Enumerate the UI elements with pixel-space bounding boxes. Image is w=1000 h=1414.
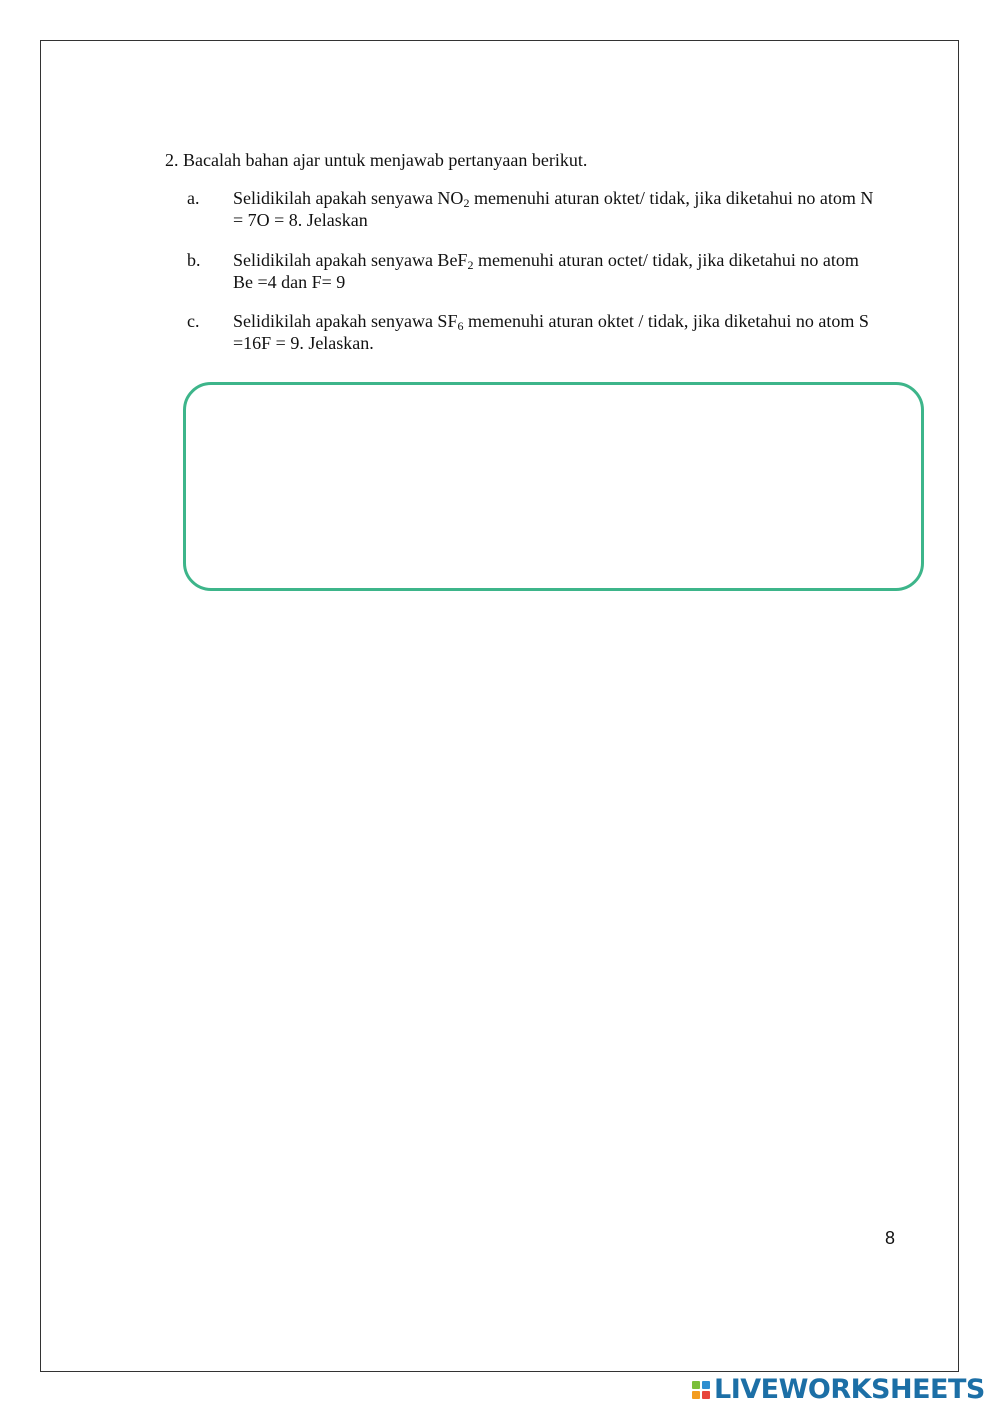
item-text [233,187,957,231]
item-line-1: Selidikilah apakah senyawa $NO_2$ memenuhi aturan oktet/ tidak, jika diketahui no atom N [233,188,874,210]
item-marker: a. [187,188,200,208]
brand-text: LIVEWORKSHEETS [714,1374,985,1405]
subscript: 2 [463,196,470,210]
subscript: 2 [467,258,474,272]
item-text [233,310,957,354]
item-line-2: =16F = 9. Jelaskan. [233,333,374,353]
logo-square-icon [692,1381,700,1389]
logo-square-icon [702,1391,710,1399]
item-marker: c. [187,311,200,331]
question-heading: 2. Bacalah bahan ajar untuk menjawab pertanyaan berikut. [165,150,588,170]
page-frame [40,40,959,1372]
subscript: 6 [457,319,464,333]
item-marker: b. [187,250,201,270]
brand-watermark[interactable] [692,1376,985,1404]
page-number: 8 [885,1228,896,1248]
item-line-1: Selidikilah apakah senyawa BeF$_2$ memenuhi aturan octet/ tidak, jika diketahui no atom [233,250,859,272]
item-line-1: Selidikilah apakah senyawa $SF_6$ memenuhi aturan oktet / tidak, jika diketahui no atom S [233,311,869,333]
answer-box[interactable] [183,382,924,591]
logo-square-icon [692,1391,700,1399]
item-line-2: = 7O = 8. Jelaskan [233,210,368,230]
item-text [233,249,957,293]
item-line-2: Be =4 dan F= 9 [233,272,346,292]
liveworksheets-logo-icon [692,1381,710,1399]
logo-square-icon [702,1381,710,1389]
